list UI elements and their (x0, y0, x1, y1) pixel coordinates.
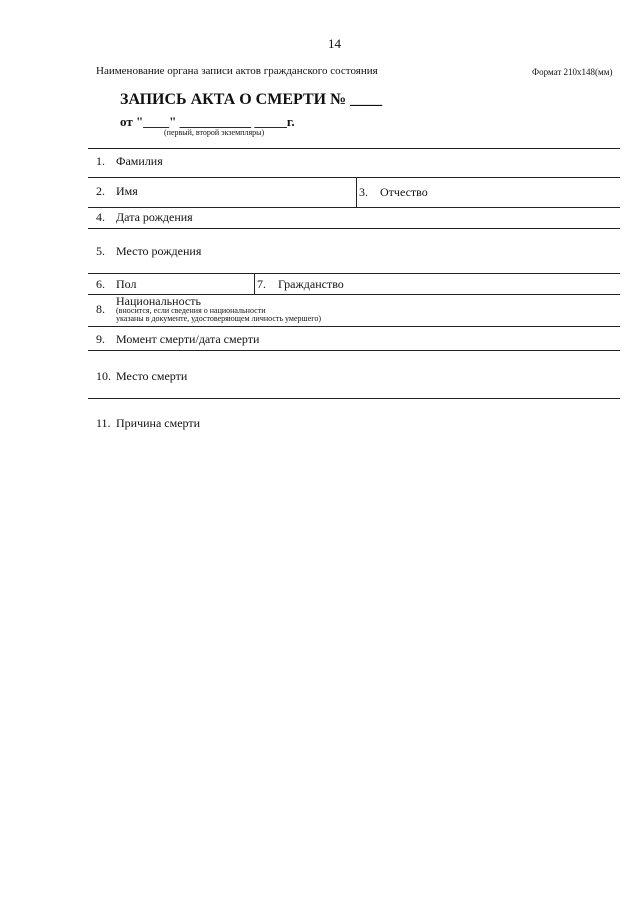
record-date-line[interactable]: от "____" ___________ _____г. (120, 114, 295, 129)
field-patronymic-label: Отчество (380, 185, 428, 199)
field-birth-date-label: Дата рождения (116, 210, 193, 224)
field-8-number: 8. (96, 302, 105, 316)
field-birth-place-underline[interactable] (88, 273, 620, 274)
field-nationality-underline[interactable] (88, 326, 620, 327)
field-2-number: 2. (96, 184, 105, 198)
field-9-number: 9. (96, 332, 105, 346)
field-name-label: Имя (116, 184, 138, 198)
field-death-place-label: Место смерти (116, 369, 188, 383)
field-nationality-note-line-1: (вносится, если сведения о национальности (116, 306, 266, 315)
field-name-underline[interactable] (88, 207, 620, 208)
field-birth-date-underline[interactable] (88, 228, 620, 229)
field-divider-2-3 (356, 177, 357, 207)
field-5-number: 5. (96, 244, 105, 258)
field-surname-underline[interactable] (88, 177, 620, 178)
document-title: ЗАПИСЬ АКТА О СМЕРТИ № ____ (120, 91, 383, 108)
field-nationality-note-line-2: указаны в документе, удостоверяющем личность умершего) (116, 314, 321, 323)
page-number: 14 (328, 36, 341, 51)
field-nationality-label: Национальность (116, 294, 201, 308)
table-top-rule (88, 148, 620, 149)
field-1-number: 1. (96, 154, 105, 168)
field-surname-label: Фамилия (116, 154, 163, 168)
field-divider-6-7 (254, 273, 255, 294)
registry-office-label: Наименование органа записи актов гражданского состояния (96, 65, 378, 77)
copy-note: (первый, второй экземпляры) (164, 128, 265, 137)
format-label: Формат 210х148(мм) (532, 67, 613, 77)
field-death-moment-label: Момент смерти/дата смерти (116, 332, 260, 346)
field-7-number: 7. (257, 277, 266, 291)
field-10-number: 10. (96, 369, 111, 383)
field-death-cause-label: Причина смерти (116, 416, 201, 430)
field-citizenship-label: Гражданство (278, 277, 344, 291)
field-death-moment-underline[interactable] (88, 350, 620, 351)
field-3-number: 3. (359, 185, 368, 199)
field-4-number: 4. (96, 210, 105, 224)
field-death-place-underline[interactable] (88, 398, 620, 399)
field-11-number: 11. (96, 416, 111, 430)
field-sex-label: Пол (116, 277, 137, 291)
field-birth-place-label: Место рождения (116, 244, 202, 258)
field-6-number: 6. (96, 277, 105, 291)
